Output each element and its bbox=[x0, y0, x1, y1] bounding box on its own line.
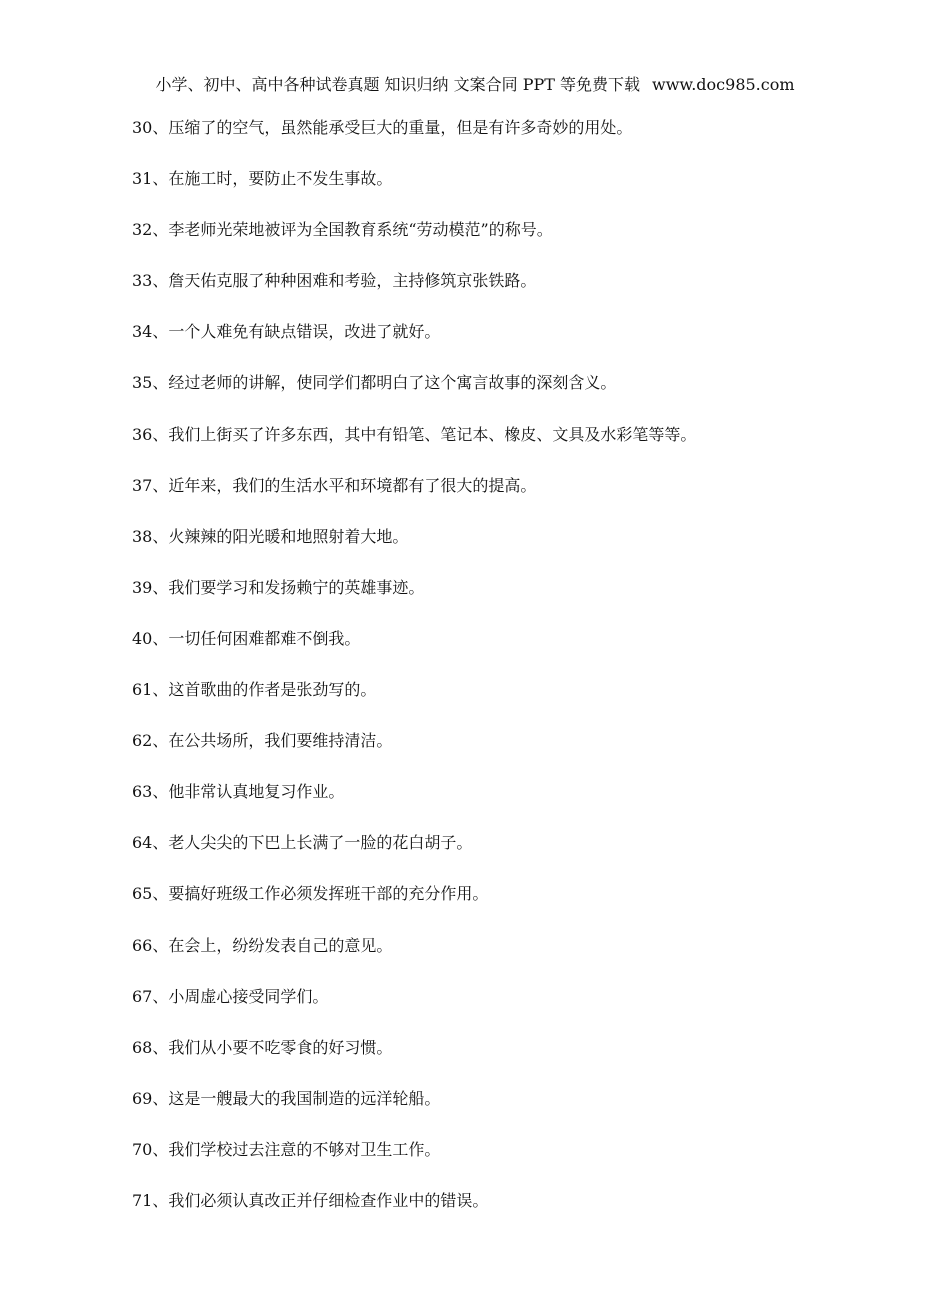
list-item: 71、我们必须认真改正并仔细检查作业中的错误。 bbox=[132, 1190, 489, 1210]
list-item: 37、近年来，我们的生活水平和环境都有了很大的提高。 bbox=[132, 475, 537, 495]
list-item: 39、我们要学习和发扬赖宁的英雄事迹。 bbox=[132, 577, 425, 597]
list-item: 40、一切任何困难都难不倒我。 bbox=[132, 628, 361, 648]
list-item: 67、小周虚心接受同学们。 bbox=[132, 986, 329, 1006]
list-item: 31、在施工时，要防止不发生事故。 bbox=[132, 169, 393, 189]
list-item: 70、我们学校过去注意的不够对卫生工作。 bbox=[132, 1139, 441, 1159]
list-item: 32、李老师光荣地被评为全国教育系统“劳动模范”的称号。 bbox=[132, 220, 553, 240]
header-site-link[interactable]: www.doc985.com bbox=[652, 75, 795, 94]
list-item: 30、压缩了的空气，虽然能承受巨大的重量，但是有许多奇妙的用处。 bbox=[132, 118, 633, 137]
list-item: 34、一个人难免有缺点错误，改进了就好。 bbox=[132, 322, 441, 342]
list-item: 33、詹天佑克服了种种困难和考验，主持修筑京张铁路。 bbox=[132, 271, 537, 291]
list-item: 69、这是一艘最大的我国制造的远洋轮船。 bbox=[132, 1088, 441, 1108]
list-item: 64、老人尖尖的下巴上长满了一脸的花白胡子。 bbox=[132, 833, 473, 853]
list-item: 62、在公共场所，我们要维持清洁。 bbox=[132, 731, 393, 751]
list-item: 63、他非常认真地复习作业。 bbox=[132, 782, 345, 802]
list-item: 36、我们上街买了许多东西，其中有铅笔、笔记本、橡皮、文具及水彩笔等等。 bbox=[132, 424, 697, 444]
header-text: 小学、初中、高中各种试卷真题 知识归纳 文案合同 PPT 等免费下载 bbox=[155, 75, 641, 94]
list-item: 65、要搞好班级工作必须发挥班干部的充分作用。 bbox=[132, 884, 489, 904]
list-item: 38、火辣辣的阳光暖和地照射着大地。 bbox=[132, 526, 409, 546]
sentence-list bbox=[132, 116, 892, 1240]
list-item: 66、在会上，纷纷发表自己的意见。 bbox=[132, 935, 393, 955]
list-item: 68、我们从小要不吃零食的好习惯。 bbox=[132, 1037, 393, 1057]
page-header bbox=[0, 74, 950, 96]
list-item: 61、这首歌曲的作者是张劲写的。 bbox=[132, 680, 377, 700]
list-item: 35、经过老师的讲解，使同学们都明白了这个寓言故事的深刻含义。 bbox=[132, 373, 617, 393]
